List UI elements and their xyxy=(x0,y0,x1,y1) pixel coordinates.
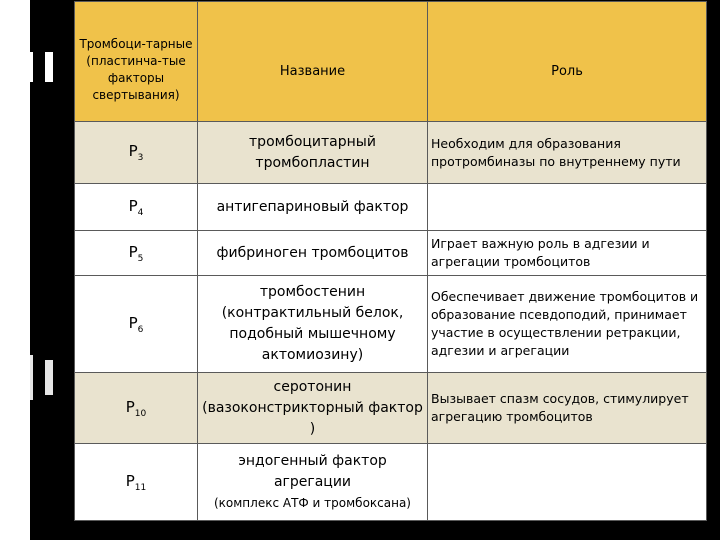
factor-name-cell xyxy=(198,444,428,521)
factor-cell xyxy=(75,444,198,521)
factor-letter: P xyxy=(128,313,138,332)
decor-bar xyxy=(45,360,53,395)
header-role: Роль xyxy=(428,2,707,122)
table-row xyxy=(75,231,707,276)
platelet-factors-table xyxy=(74,1,707,521)
header-factor: Тромбоци-тарные (пластинча-тые факторы свертывания) xyxy=(75,2,198,122)
factor-subscript: 3 xyxy=(137,153,144,163)
factor-letter: P xyxy=(128,242,138,261)
decor-bar xyxy=(30,355,33,400)
decor-bar xyxy=(45,52,53,82)
factor-role: Обеспечивает движение тромбоцитов и образование псевдоподий, принимает участие в осуществлении ретракции, адгезии и агрегации xyxy=(428,276,707,373)
factor-name: фибриноген тромбоцитов xyxy=(198,231,428,276)
factor-cell xyxy=(75,373,198,444)
decor-bar xyxy=(30,52,33,82)
factor-role xyxy=(428,444,707,521)
factor-letter: P xyxy=(128,142,138,160)
factor-subscript: 11 xyxy=(134,482,147,493)
table-row xyxy=(75,276,707,373)
table-row xyxy=(75,444,707,521)
table-row xyxy=(75,373,707,444)
table-row xyxy=(75,184,707,231)
factor-subscript: 4 xyxy=(137,207,144,218)
factor-subscript: 5 xyxy=(137,253,144,264)
header-name: Название xyxy=(198,2,428,122)
factor-letter: P xyxy=(128,196,138,215)
factor-name: тромбостенин (контрактильный белок, подобный мышечному актомиозину) xyxy=(198,276,428,373)
factor-subscript: 10 xyxy=(134,408,147,419)
factor-cell xyxy=(75,122,198,184)
factor-name: серотонин (вазоконстрикторный фактор ) xyxy=(198,373,428,444)
factor-name: антигепариновый фактор xyxy=(198,184,428,231)
factor-name: эндогенный фактор агрегации xyxy=(238,453,387,490)
slide-background xyxy=(30,0,720,540)
table-row xyxy=(75,122,707,184)
factor-role: Играет важную роль в адгезии и агрегации тромбоцитов xyxy=(428,231,707,276)
factor-name: тромбоцитарный тромбопластин xyxy=(198,122,428,184)
factor-role: Необходим для образования протромбиназы по внутреннему пути xyxy=(428,122,707,184)
factor-role: Вызывает спазм сосудов, стимулирует агрегацию тромбоцитов xyxy=(428,373,707,444)
factor-role xyxy=(428,184,707,231)
factor-cell xyxy=(75,184,198,231)
factor-subscript: 6 xyxy=(137,324,144,335)
factor-name-note: (комплекс АТФ и тромбоксана) xyxy=(213,496,411,510)
factor-cell xyxy=(75,276,198,373)
header-row xyxy=(75,2,707,122)
factor-letter: P xyxy=(125,397,135,416)
factor-letter: P xyxy=(125,471,135,490)
factor-cell xyxy=(75,231,198,276)
